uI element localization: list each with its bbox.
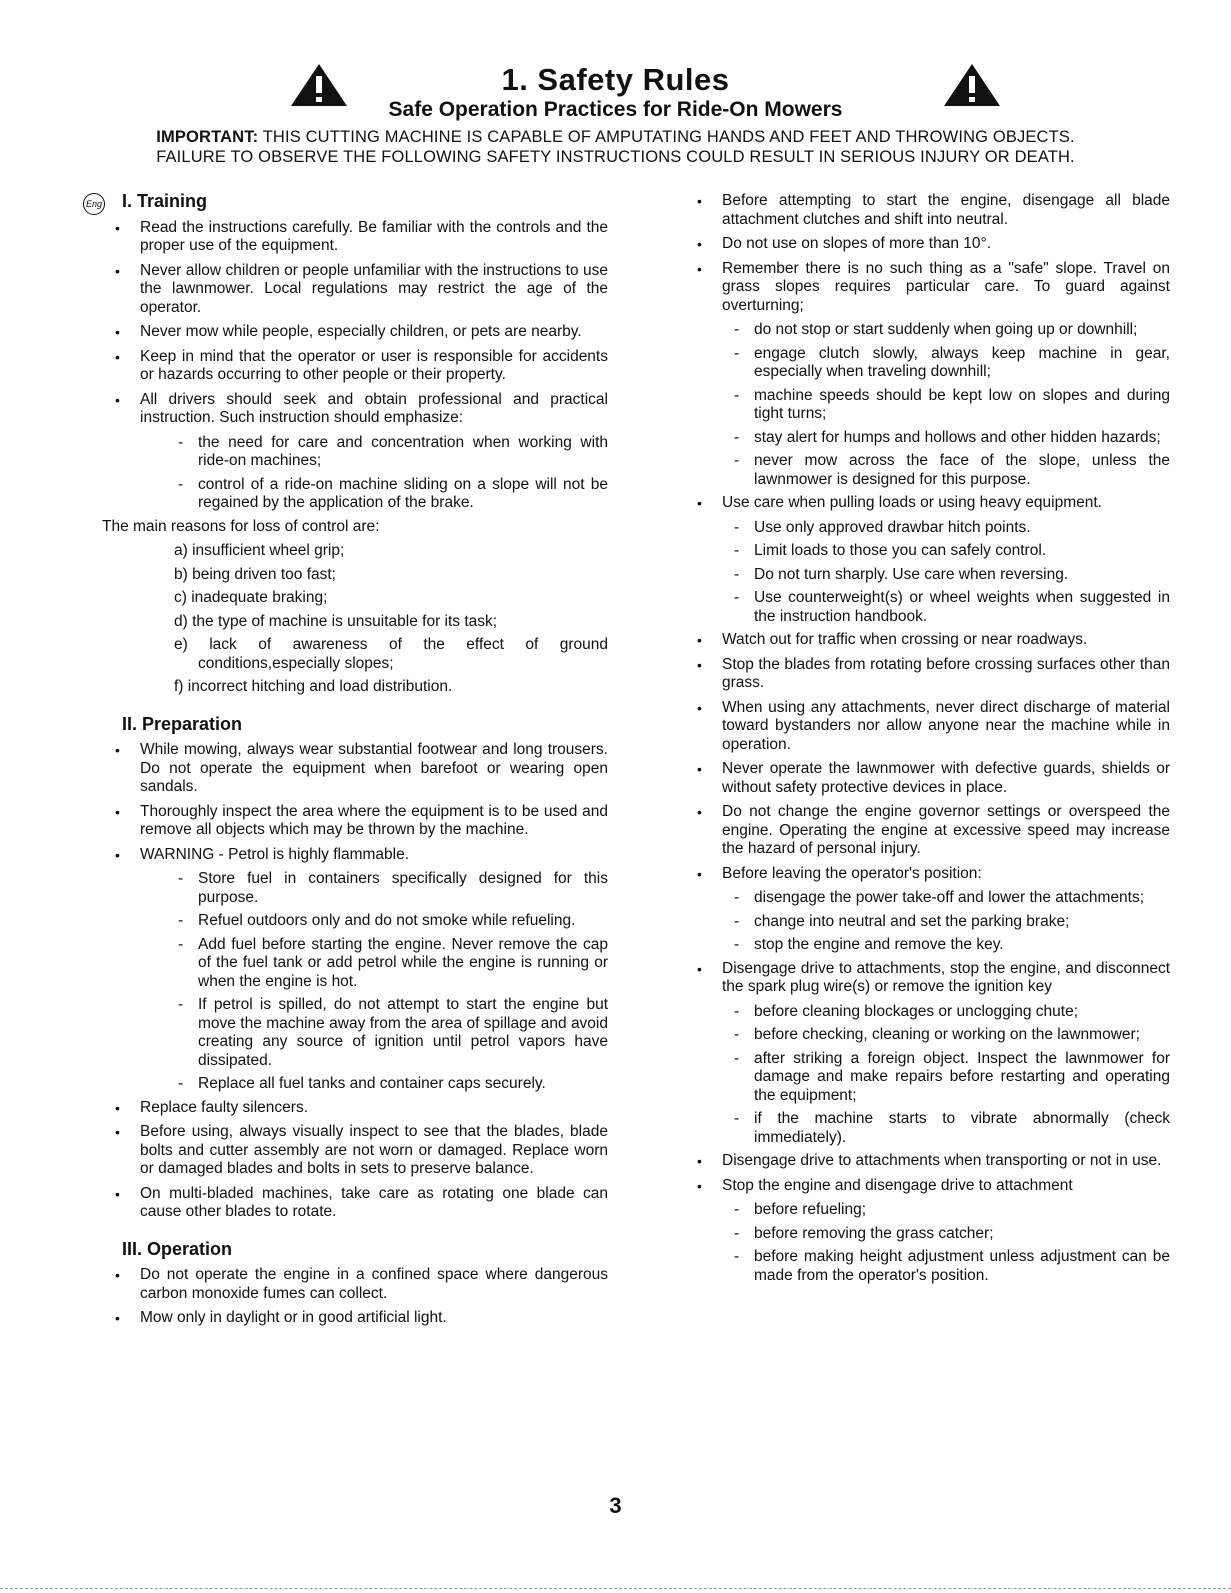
reason-item: a) insufficient wheel grip; xyxy=(174,542,345,559)
sub-list-item: - after striking a foreign object. Inspect the lawnmower for damage and make repairs before restarting and operating the equipment; xyxy=(690,1050,1170,1106)
language-badge: Eng xyxy=(83,193,105,215)
list-item: • Before attempting to start the engine, disengage all blade attachment clutches and shift into neutral. xyxy=(690,192,1170,229)
list-item: • Stop the blades from rotating before crossing surfaces other than grass. xyxy=(690,656,1170,693)
list-item: • Remember there is no such thing as a "safe" slope. Travel on grass slopes requires particular care. To guard against overturning; xyxy=(690,260,1170,316)
sub-list-item: - stop the engine and remove the key. xyxy=(690,936,1170,955)
perforation-line xyxy=(0,1588,1231,1589)
list-item: • Use care when pulling loads or using heavy equipment. xyxy=(690,494,1170,513)
sub-list-item: - the need for care and concentration when working with ride-on machines; xyxy=(108,434,608,471)
list-item: • Before leaving the operator's position: xyxy=(690,865,1170,884)
list-item: • Stop the engine and disengage drive to attachment xyxy=(690,1177,1170,1196)
reasons-intro: The main reasons for loss of control are: xyxy=(102,517,380,535)
sub-list-item: - Replace all fuel tanks and container caps securely. xyxy=(108,1075,608,1094)
sub-list-item: - Store fuel in containers specifically designed for this purpose. xyxy=(108,870,608,907)
sub-list-item: - before making height adjustment unless adjustment can be made from the operator's position. xyxy=(690,1248,1170,1285)
right-column xyxy=(690,192,1170,1290)
sub-list-item: - if the machine starts to vibrate abnormally (check immediately). xyxy=(690,1110,1170,1147)
list-item: • Replace faulty silencers. xyxy=(108,1099,608,1118)
section-operation-heading: III. Operation xyxy=(122,1238,233,1259)
sub-list-item: - machine speeds should be kept low on slopes and during tight turns; xyxy=(690,387,1170,424)
list-item: • Never allow children or people unfamiliar with the instructions to use the lawnmower. Local regulations may restrict the age of the operator. xyxy=(108,262,608,318)
list-item: • On multi-bladed machines, take care as rotating one blade can cause other blades to rotate. xyxy=(108,1185,608,1222)
sub-list-item: - engage clutch slowly, always keep machine in gear, especially when traveling downhill; xyxy=(690,345,1170,382)
list-item: • Do not operate the engine in a confined space where dangerous carbon monoxide fumes can collect. xyxy=(108,1266,608,1303)
important-label: IMPORTANT: xyxy=(156,128,259,146)
list-item: • Watch out for traffic when crossing or near roadways. xyxy=(690,631,1170,650)
sub-list-item: - before checking, cleaning or working on the lawnmower; xyxy=(690,1026,1170,1045)
sub-list-item: - Use counterweight(s) or wheel weights when suggested in the instruction handbook. xyxy=(690,589,1170,626)
list-item: • Before using, always visually inspect to see that the blades, blade bolts and cutter assembly are not worn or damaged. Replace worn or damaged blades and bolts in sets to preserve balance. xyxy=(108,1123,608,1179)
important-line-1: THIS CUTTING MACHINE IS CAPABLE OF AMPUTATING HANDS AND FEET AND THROWING OBJECTS. xyxy=(258,128,1075,146)
sub-list-item: - never mow across the face of the slope, unless the lawnmower is designed for this purpose. xyxy=(690,452,1170,489)
sub-list-item: - Do not turn sharply. Use care when reversing. xyxy=(690,566,1170,585)
reason-item: d) the type of machine is unsuitable for its task; xyxy=(174,612,498,630)
list-item: • Disengage drive to attachments, stop the engine, and disconnect the spark plug wire(s) or remove the ignition key xyxy=(690,960,1170,997)
list-item: • WARNING - Petrol is highly flammable. xyxy=(108,846,608,865)
list-item: • Thoroughly inspect the area where the equipment is to be used and remove all objects which may be thrown by the machine. xyxy=(108,803,608,840)
sub-list-item: - change into neutral and set the parking brake; xyxy=(690,913,1170,932)
important-line-2: FAILURE TO OBSERVE THE FOLLOWING SAFETY INSTRUCTIONS COULD RESULT IN SERIOUS INJURY OR DEATH. xyxy=(156,148,1075,166)
section-preparation-heading: II. Preparation xyxy=(122,713,243,734)
sub-list-item: - before removing the grass catcher; xyxy=(690,1225,1170,1244)
list-item: • Never operate the lawnmower with defective guards, shields or without safety protective devices in place. xyxy=(690,760,1170,797)
sub-list-item: - do not stop or start suddenly when going up or downhill; xyxy=(690,321,1170,340)
sub-list-item: - disengage the power take-off and lower the attachments; xyxy=(690,889,1170,908)
sub-list-item: - Use only approved drawbar hitch points. xyxy=(690,519,1170,538)
list-item: • Keep in mind that the operator or user is responsible for accidents or hazards occurring to other people or their property. xyxy=(108,348,608,385)
reason-item: b) being driven too fast; xyxy=(174,565,336,583)
page-title: 1. Safety Rules xyxy=(501,62,730,97)
page-subtitle: Safe Operation Practices for Ride-On Mowers xyxy=(388,98,843,121)
sub-list-item: - before cleaning blockages or unclogging chute; xyxy=(690,1003,1170,1022)
sub-list-item: - Limit loads to those you can safely control. xyxy=(690,542,1170,561)
list-item: • Never mow while people, especially children, or pets are nearby. xyxy=(108,323,608,342)
left-column xyxy=(85,191,608,1334)
list-item: • Disengage drive to attachments when transporting or not in use. xyxy=(690,1152,1170,1171)
reason-item: f) incorrect hitching and load distribution. xyxy=(174,678,453,695)
list-item: • Mow only in daylight or in good artificial light. xyxy=(108,1309,608,1328)
page-number: 3 xyxy=(609,1493,622,1518)
sub-list-item: - stay alert for humps and hollows and other hidden hazards; xyxy=(690,429,1170,448)
list-item: • When using any attachments, never direct discharge of material toward bystanders nor allow anyone near the machine while in operation. xyxy=(690,699,1170,755)
list-item: • All drivers should seek and obtain professional and practical instruction. Such instruction should emphasize: xyxy=(108,391,608,428)
list-item: • Read the instructions carefully. Be familiar with the controls and the proper use of the equipment. xyxy=(108,219,608,256)
reason-item: c) inadequate braking; xyxy=(174,589,328,606)
list-item: • Do not change the engine governor settings or overspeed the engine. Operating the engine at excessive speed may increase the hazard of personal injury. xyxy=(690,803,1170,859)
list-item: • Do not use on slopes of more than 10°. xyxy=(690,235,1170,254)
sub-list-item: - If petrol is spilled, do not attempt to start the engine but move the machine away from the area of spillage and avoid creating any source of ignition until petrol vapors have dissipated. xyxy=(108,996,608,1070)
section-training-heading: Eng I. Training xyxy=(108,192,608,211)
sub-list-item: - Refuel outdoors only and do not smoke while refueling. xyxy=(108,912,608,931)
list-item: • While mowing, always wear substantial footwear and long trousers. Do not operate the equipment when barefoot or wearing open sandals. xyxy=(108,741,608,797)
sub-list-item: - before refueling; xyxy=(690,1201,1170,1220)
reason-item: e) lack of awareness of the effect of ground conditions,especially slopes; xyxy=(174,636,608,672)
sub-list-item: - Add fuel before starting the engine. Never remove the cap of the fuel tank or add petrol while the engine is running or when the engine is hot. xyxy=(108,936,608,992)
sub-list-item: - control of a ride-on machine sliding on a slope will not be regained by the application of the brake. xyxy=(108,476,608,513)
important-notice xyxy=(0,127,1231,167)
